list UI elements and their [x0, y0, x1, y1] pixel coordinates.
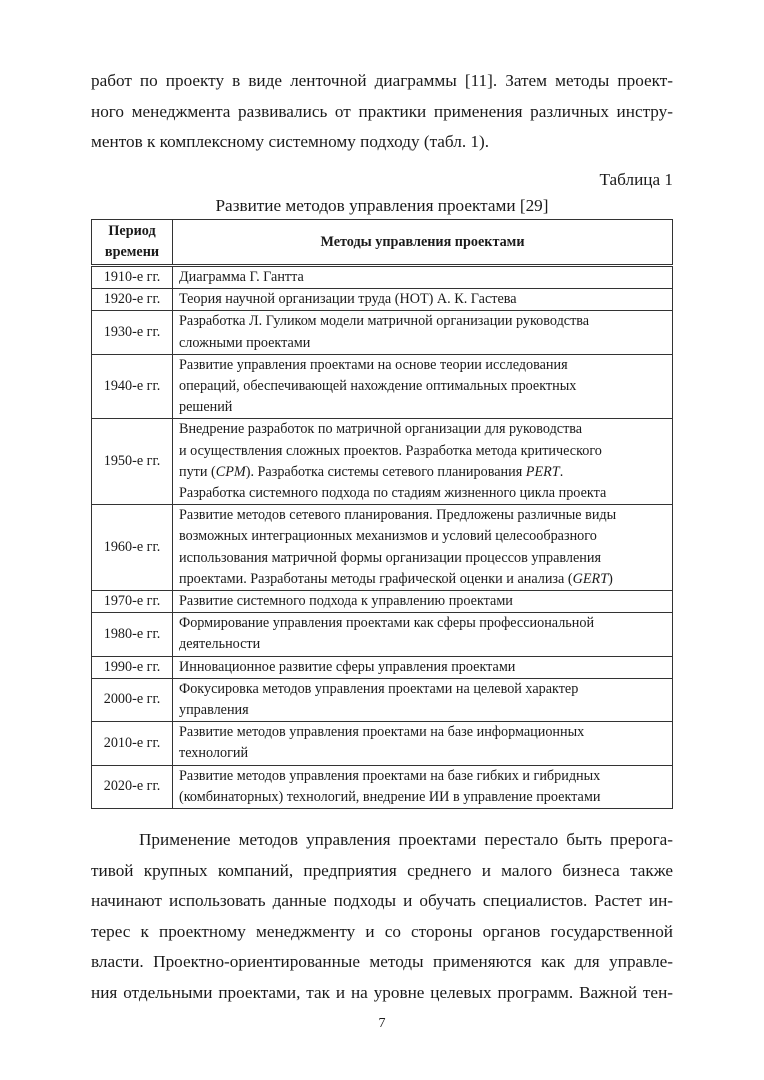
method-line: (комбинаторных) технологий, внедрение ИИ в управление проектами — [179, 788, 601, 805]
method-line: Теория научной организации труда (НОТ) А. К. Гастева — [179, 291, 517, 308]
header-period-line2: времени — [104, 244, 160, 260]
paragraph-line: тивой крупных компаний, предприятия среднего и малого бизнеса также — [91, 860, 673, 880]
table-row — [92, 311, 673, 354]
period-cell: 1990-е гг. — [92, 656, 173, 678]
paragraph-line: ния отдельными проектами, так и на уровне целевых программ. Важной тен- — [91, 982, 673, 1002]
method-cell — [173, 678, 673, 721]
method-line: Развитие методов управления проектами на базе информационных — [179, 724, 585, 741]
table-row — [92, 765, 673, 808]
method-line: Фокусировка методов управления проектами на целевой характер — [179, 680, 579, 697]
method-line: Формирование управления проектами как сферы профессиональной — [179, 615, 595, 632]
table-label: Таблица 1 — [599, 170, 673, 189]
paragraph-line: Применение методов управления проектами перестало быть прерога- — [139, 830, 673, 849]
method-line: Разработка системного подхода по стадиям жизненного цикла проекта — [179, 485, 607, 502]
method-cell — [173, 656, 673, 678]
method-line: Диаграмма Г. Гантта — [179, 269, 304, 285]
period-cell: 1970-е гг. — [92, 591, 173, 613]
method-line: решений — [179, 399, 233, 416]
paragraph-line: ного менеджмента развивались от практики применения различных инстру- — [91, 101, 673, 121]
method-cell — [173, 266, 673, 289]
closing-paragraph — [91, 825, 673, 1008]
paragraph-line: работ по проекту в виде ленточной диаграммы [11]. Затем методы проект- — [91, 71, 673, 90]
table-row — [92, 678, 673, 721]
method-cell — [173, 311, 673, 354]
method-line: сложными проектами — [179, 334, 311, 351]
method-line: пути (CPM). Разработка системы сетевого планирования PERT. — [179, 463, 564, 480]
period-cell: 2020-е гг. — [92, 765, 173, 808]
method-line: проектами. Разработаны методы графической оценки и анализа (GERT) — [179, 570, 613, 587]
method-cell — [173, 354, 673, 419]
table-row — [92, 505, 673, 591]
period-cell: 2000-е гг. — [92, 678, 173, 721]
header-period-line1: Период — [108, 223, 156, 239]
period-cell: 1950-е гг. — [92, 419, 173, 505]
method-line: и осуществления сложных проектов. Разработка метода критического — [179, 442, 602, 459]
paragraph-line: власти. Проектно-ориентированные методы применяются как для управле- — [91, 952, 673, 971]
method-cell — [173, 765, 673, 808]
table-row — [92, 722, 673, 765]
method-cell — [173, 613, 673, 656]
table-row — [92, 656, 673, 678]
method-line: технологий — [179, 745, 249, 762]
table-row — [92, 419, 673, 505]
period-cell: 1910-е гг. — [92, 266, 173, 289]
method-cell — [173, 419, 673, 505]
method-line: Развитие методов сетевого планирования. Предложены различные виды — [179, 507, 617, 524]
method-line: управления — [179, 702, 249, 719]
table-row — [92, 591, 673, 613]
paragraph-line: ментов к комплексному системному подходу (табл. 1). — [91, 132, 490, 151]
method-cell — [173, 505, 673, 591]
table-title: Развитие методов управления проектами [29] — [215, 196, 549, 215]
table-body — [92, 266, 673, 809]
table-row — [92, 289, 673, 311]
method-line: Развитие управления проектами на основе теории исследования — [179, 356, 568, 373]
table-row — [92, 266, 673, 289]
method-line: операций, обеспечивающей нахождение оптимальных проектных — [179, 378, 577, 395]
paragraph-line: начинают использовать данные подходы и обучать специалистов. Растет ин- — [91, 891, 673, 910]
method-line: Развитие методов управления проектами на базе гибких и гибридных — [179, 767, 601, 784]
method-line: Инновационное развитие сферы управления проектами — [179, 658, 516, 675]
method-line: Развитие системного подхода к управлению проектами — [179, 593, 513, 610]
method-line: деятельности — [179, 636, 261, 653]
table-row — [92, 354, 673, 419]
header-methods: Методы управления проектами — [173, 220, 673, 266]
intro-paragraph — [91, 66, 673, 158]
paragraph-line: терес к проектному менеджменту и со стороны органов государственной — [91, 921, 673, 941]
method-line: Разработка Л. Гуликом модели матричной организации руководства — [179, 313, 590, 330]
period-cell: 2010-е гг. — [92, 722, 173, 765]
method-line: возможных интеграционных механизмов и условий целесообразного — [179, 528, 597, 545]
header-period — [92, 220, 173, 266]
methods-history-table — [91, 219, 673, 809]
table-row — [92, 613, 673, 656]
table-header-row — [92, 220, 673, 266]
period-cell: 1980-е гг. — [92, 613, 173, 656]
period-cell: 1920-е гг. — [92, 289, 173, 311]
method-cell — [173, 591, 673, 613]
method-cell — [173, 289, 673, 311]
period-cell: 1940-е гг. — [92, 354, 173, 419]
period-cell: 1930-е гг. — [92, 311, 173, 354]
period-cell: 1960-е гг. — [92, 505, 173, 591]
method-line: использования матричной формы организации процессов управления — [179, 549, 602, 566]
method-cell — [173, 722, 673, 765]
page-number: 7 — [378, 1016, 386, 1031]
method-line: Внедрение разработок по матричной организации для руководства — [179, 421, 583, 438]
